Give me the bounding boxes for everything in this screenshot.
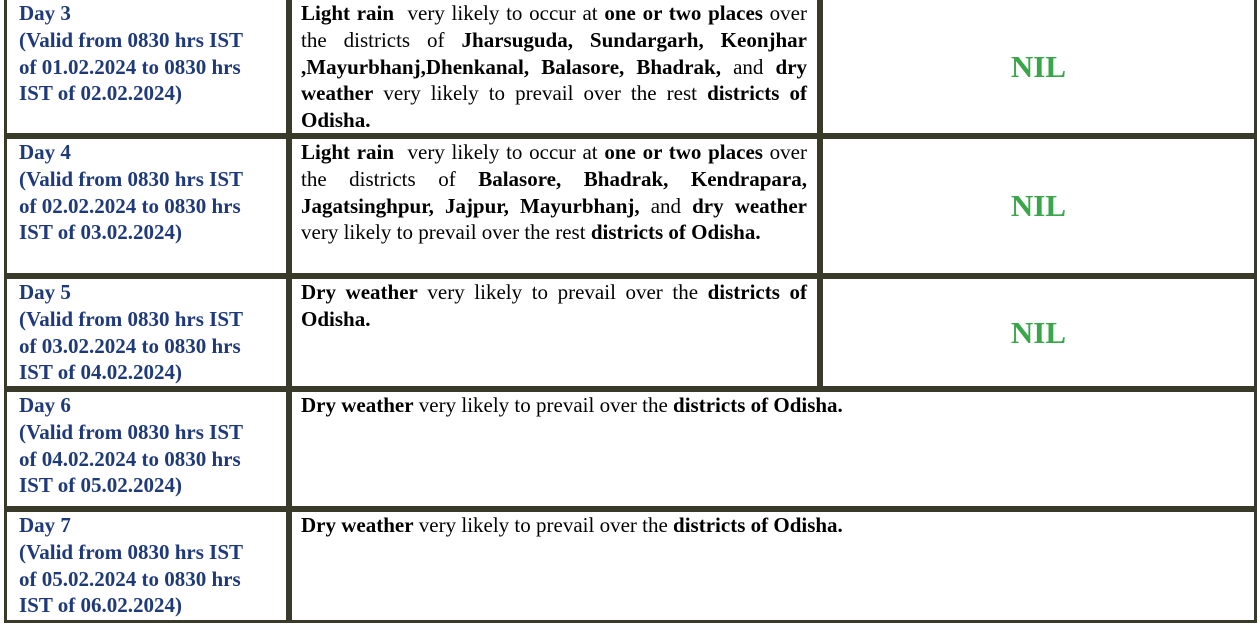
forecast-segment: districts of Odisha.	[673, 513, 843, 537]
table-row	[0, 276, 1260, 389]
valid-period-line: IST of 03.02.2024)	[19, 220, 182, 245]
forecast-cell	[289, 509, 1257, 623]
forecast-segment: one or two places	[604, 1, 763, 25]
valid-period-line: of 05.02.2024 to 0830 hrs	[19, 566, 241, 591]
valid-period-line: of 03.02.2024 to 0830 hrs	[19, 333, 241, 358]
day-label: Day 5	[19, 280, 71, 304]
forecast-segment: and	[720, 54, 776, 79]
forecast-segment: over the districts of	[301, 1, 808, 52]
valid-period-line: IST of 04.02.2024)	[19, 360, 182, 385]
forecast-segment: very likely to prevail over the	[417, 280, 708, 304]
day-cell	[4, 0, 289, 136]
valid-period-line: of 01.02.2024 to 0830 hrs	[19, 54, 241, 79]
warning-value: NIL	[1010, 188, 1067, 223]
day-cell	[4, 509, 289, 623]
forecast-segment: Balasore, Bhadrak, Kendrapara, Jagatsinghpur, Jajpur, Mayurbhanj,	[301, 166, 807, 218]
warning-cell	[820, 0, 1257, 136]
forecast-cell	[289, 389, 1257, 509]
warning-value: NIL	[1010, 48, 1067, 84]
forecast-segment: dry weather	[692, 193, 807, 218]
forecast-segment: very likely to occur at	[394, 1, 605, 25]
valid-period-line: IST of 05.02.2024)	[19, 473, 182, 498]
forecast-segment: and	[639, 193, 693, 218]
forecast-text	[301, 513, 843, 537]
table-row	[0, 389, 1260, 509]
forecast-cell	[289, 276, 820, 389]
day-label: Day 3	[19, 1, 71, 25]
warning-cell	[820, 276, 1257, 389]
day-cell	[4, 276, 289, 389]
table-row	[0, 0, 1260, 136]
forecast-segment: dry weather	[301, 54, 808, 106]
forecast-segment: districts of Odisha.	[301, 280, 807, 331]
forecast-segment: over the districts of	[301, 140, 808, 191]
forecast-text	[301, 1, 807, 132]
forecast-text	[301, 393, 843, 417]
forecast-segment: very likely to prevail over the rest	[301, 220, 591, 245]
day-cell	[4, 389, 289, 509]
valid-period-line: (Valid from 0830 hrs IST	[19, 27, 244, 52]
day-label: Day 4	[19, 140, 71, 164]
forecast-segment: Dry weather	[301, 280, 418, 304]
forecast-segment: Light rain	[301, 1, 395, 25]
day-label: Day 6	[19, 393, 71, 417]
forecast-segment: very likely to occur at	[394, 140, 605, 164]
valid-period-line: (Valid from 0830 hrs IST	[19, 539, 244, 564]
forecast-cell	[289, 0, 820, 136]
forecast-text	[301, 280, 807, 331]
forecast-segment: districts of Odisha.	[301, 81, 807, 133]
warning-value: NIL	[1010, 314, 1067, 350]
forecast-segment: districts of Odisha.	[673, 393, 843, 417]
warning-cell	[820, 136, 1257, 276]
forecast-segment: districts of Odisha.	[590, 220, 761, 245]
forecast-text	[301, 140, 807, 244]
day-cell	[4, 136, 289, 276]
valid-period-line: IST of 02.02.2024)	[19, 81, 182, 106]
valid-period-line: (Valid from 0830 hrs IST	[19, 306, 244, 331]
forecast-cell	[289, 136, 820, 276]
valid-period-line: IST of 06.02.2024)	[19, 593, 182, 618]
day-label: Day 7	[19, 513, 71, 537]
forecast-segment: one or two places	[604, 140, 763, 164]
valid-period-line: (Valid from 0830 hrs IST	[19, 419, 244, 444]
forecast-segment: very likely to prevail over the rest	[373, 81, 708, 106]
forecast-segment: Dry weather	[301, 393, 414, 417]
forecast-segment: Jharsuguda, Sundargarh, Keonjhar ,Mayurbhanj,Dhenkanal, Balasore, Bhadrak,	[301, 27, 807, 79]
forecast-segment: Dry weather	[301, 513, 414, 537]
table-row	[0, 136, 1260, 276]
valid-period-line: (Valid from 0830 hrs IST	[19, 166, 244, 191]
forecast-segment: very likely to prevail over the	[413, 393, 674, 417]
valid-period-line: of 04.02.2024 to 0830 hrs	[19, 446, 241, 471]
forecast-segment: Light rain	[301, 140, 395, 164]
valid-period-line: of 02.02.2024 to 0830 hrs	[19, 193, 241, 218]
table-row	[0, 509, 1260, 623]
forecast-segment: very likely to prevail over the	[413, 513, 674, 537]
